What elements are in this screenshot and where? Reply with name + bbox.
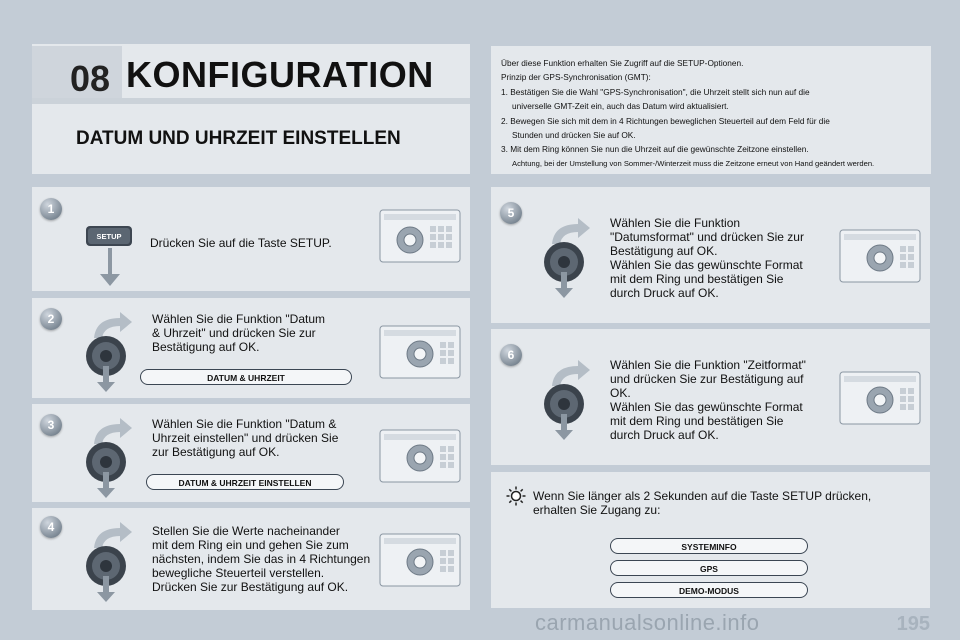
- page-number: 195: [896, 613, 930, 635]
- tip-text: [533, 489, 871, 517]
- step-text-line: Wählen Sie die Funktion "Datum &: [152, 417, 337, 431]
- rotary-knob-icon: [78, 308, 140, 397]
- step-4-text: [152, 524, 370, 594]
- step-text-line: "Datumsformat" und drücken Sie zur: [610, 230, 804, 244]
- step-3-text: [152, 417, 338, 459]
- step-text-line: durch Druck auf OK.: [610, 428, 719, 442]
- setup-button-icon: [82, 212, 140, 286]
- step-text-line: Uhrzeit einstellen" und drücken Sie: [152, 431, 339, 445]
- head-unit-illustration: [378, 412, 462, 501]
- step-number-badge: 3: [40, 414, 62, 436]
- page-title: KONFIGURATION: [126, 54, 434, 95]
- step-text-line: Stellen Sie die Werte nacheinander: [152, 524, 340, 538]
- intro-line: Achtung, bei der Umstellung von Sommer-/Winterzeit muss die Zeitzone erneut von Hand geändert werden.: [512, 158, 875, 168]
- menu-label-demo-modus: DEMO-MODUS: [610, 582, 808, 598]
- step-number-badge: 4: [40, 516, 62, 538]
- step-text-line: durch Druck auf OK.: [610, 286, 719, 300]
- step-2-text: [152, 312, 325, 354]
- intro-line: 1. Bestätigen Sie die Wahl "GPS-Synchronisation", die Uhrzeit stellt sich nun auf die: [501, 86, 810, 97]
- step-text-line: Wählen Sie die Funktion "Datum: [152, 312, 326, 326]
- rotary-knob-icon: [78, 518, 140, 607]
- intro-line: Über diese Funktion erhalten Sie Zugriff auf die SETUP-Optionen.: [501, 58, 744, 68]
- intro-line: Stunden und drücken Sie auf OK.: [512, 130, 636, 141]
- step-text-line: mit dem Ring und bestätigen Sie: [610, 272, 784, 286]
- intro-line: 3. Mit dem Ring können Sie nun die Uhrzeit auf die gewünschte Zeitzone einstellen.: [501, 144, 809, 155]
- step-text-line: bewegliche Steuerteil verstellen.: [152, 566, 325, 580]
- intro-line: universelle GMT-Zeit ein, auch das Datum wird aktualisiert.: [512, 101, 729, 112]
- step-text-line: & Uhrzeit" und drücken Sie zur: [152, 326, 316, 340]
- head-unit-illustration: [378, 516, 462, 605]
- step-text-line: mit dem Ring ein und gehen Sie zum: [152, 538, 349, 552]
- step-number-badge: 6: [500, 344, 522, 366]
- head-unit-illustration: [378, 308, 462, 397]
- menu-label-gps: GPS: [610, 560, 808, 576]
- step-text-line: Bestätigung auf OK.: [610, 244, 718, 258]
- step-text-line: Wählen Sie das gewünschte Format: [610, 258, 803, 272]
- menu-label-systeminfo: SYSTEMINFO: [610, 538, 808, 554]
- step-text-line: Wählen Sie die Funktion: [610, 216, 741, 230]
- rotary-knob-icon: [536, 356, 598, 445]
- rotary-knob-icon: [536, 214, 598, 303]
- intro-line: Prinzip der GPS-Synchronisation (GMT):: [501, 72, 651, 83]
- rotary-knob-icon: [78, 414, 140, 503]
- intro-panel: [491, 46, 931, 174]
- step-text-line: nächsten, indem Sie das in 4 Richtungen: [152, 552, 371, 566]
- step-6-text: [610, 358, 806, 442]
- step-text-line: und drücken Sie zur Bestätigung auf: [610, 372, 804, 386]
- step-text-line: Drücken Sie auf die Taste SETUP.: [150, 236, 332, 250]
- step-text-line: Drücken Sie zur Bestätigung auf OK.: [152, 580, 349, 594]
- step-text-line: Wählen Sie das gewünschte Format: [610, 400, 803, 414]
- step-1-text: [150, 236, 332, 250]
- step-number-badge: 1: [40, 198, 62, 220]
- head-unit-illustration: [838, 354, 922, 443]
- page-subtitle: DATUM UND UHRZEIT EINSTELLEN: [76, 128, 401, 149]
- intro-line: 2. Bewegen Sie sich mit dem in 4 Richtungen beweglichen Steuerteil auf dem Feld für die: [501, 115, 830, 126]
- watermark: carmanualsonline.info: [535, 610, 760, 635]
- step-number-badge: 5: [500, 202, 522, 224]
- step-text-line: Wählen Sie die Funktion "Zeitformat": [610, 358, 806, 372]
- setup-button-label: SETUP: [96, 232, 122, 241]
- head-unit-illustration: [378, 192, 462, 281]
- tip-text-line: erhalten Sie Zugang zu:: [533, 503, 661, 517]
- chapter-number: 08: [70, 58, 111, 99]
- step-5-text: [610, 216, 804, 300]
- step-text-line: mit dem Ring und bestätigen Sie: [610, 414, 784, 428]
- sun-hint-icon: [506, 486, 526, 511]
- step-text-line: OK.: [610, 386, 631, 400]
- head-unit-illustration: [838, 212, 922, 301]
- menu-label-datum-uhrzeit: DATUM & UHRZEIT: [140, 369, 352, 385]
- step-text-line: Bestätigung auf OK.: [152, 340, 260, 354]
- step-text-line: zur Bestätigung auf OK.: [152, 445, 280, 459]
- step-number-badge: 2: [40, 308, 62, 330]
- menu-label-datum-uhrzeit-einstellen: DATUM & UHRZEIT EINSTELLEN: [146, 474, 344, 490]
- tip-text-line: Wenn Sie länger als 2 Sekunden auf die Taste SETUP drücken,: [533, 489, 872, 503]
